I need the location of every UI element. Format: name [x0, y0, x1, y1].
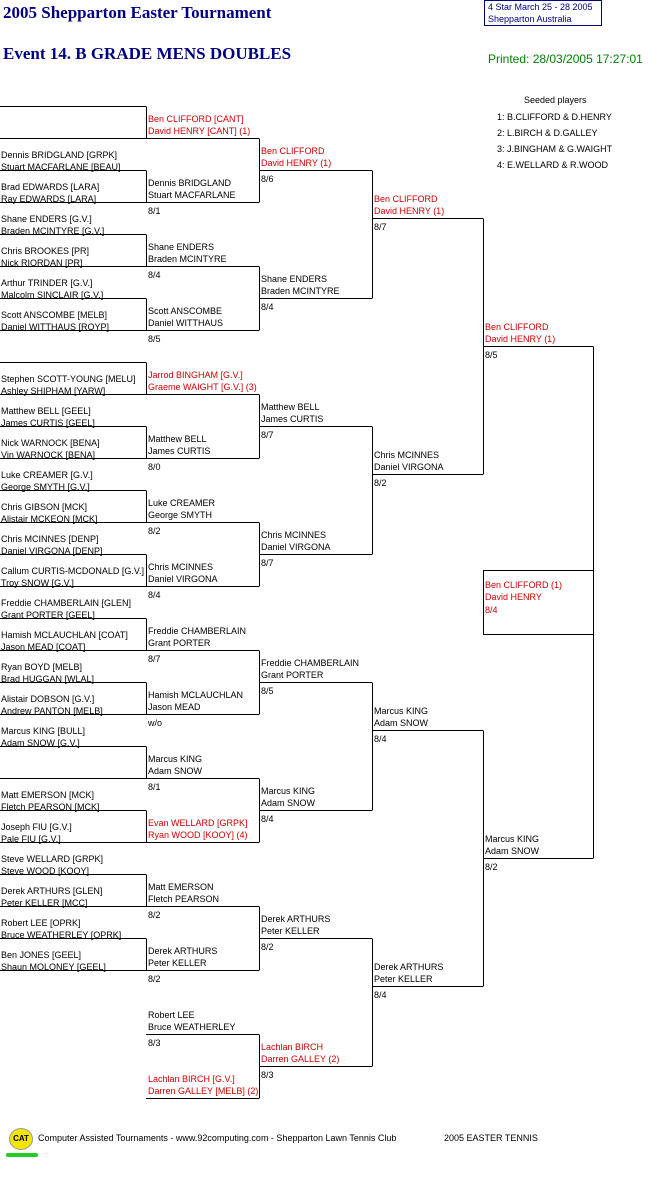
player-name: Darren GALLEY (2): [261, 1053, 340, 1064]
player-name: Pale FIU [G.V.]: [1, 833, 61, 844]
player-name: James CURTIS: [261, 413, 324, 424]
player-name: David HENRY (1): [374, 205, 445, 216]
player-name: Peter KELLER: [261, 925, 320, 936]
player-name: Matt EMERSON: [148, 881, 214, 892]
player-name: Lachlan BIRCH [G.V.]: [148, 1073, 235, 1084]
match-score: 8/7: [261, 429, 274, 440]
player-name: Adam SNOW: [261, 797, 316, 808]
player-name: Shane ENDERS: [261, 273, 328, 284]
seed-1: 1: B.CLIFFORD & D.HENRY: [497, 112, 612, 122]
logo-underline: [6, 1153, 38, 1157]
champion-name: Ben CLIFFORD (1): [485, 579, 563, 590]
match-score: 8/6: [261, 173, 274, 184]
player-name: Shaun MOLONEY [GEEL]: [1, 961, 106, 972]
player-name: Robert LEE [OPRK]: [1, 917, 81, 928]
player-name: Matthew BELL: [148, 433, 207, 444]
player-name: Adam SNOW: [374, 717, 429, 728]
match-score: 8/7: [374, 221, 387, 232]
player-name: Shane ENDERS: [148, 241, 215, 252]
player-name: Darren GALLEY [MELB] (2): [148, 1085, 259, 1096]
player-name: Dennis BRIDGLAND [GRPK]: [1, 149, 118, 160]
cat-logo-icon: CAT: [9, 1128, 33, 1150]
player-name: Bruce WEATHERLEY: [148, 1021, 236, 1032]
player-name: Malcolm SINCLAIR [G.V.]: [1, 289, 104, 300]
printed-timestamp: Printed: 28/03/2005 17:27:01: [488, 52, 643, 66]
player-name: Derek ARTHURS: [374, 961, 444, 972]
player-name: Stephen SCOTT-YOUNG [MELU]: [1, 373, 136, 384]
player-name: Stuart MACFARLANE [BEAU]: [1, 161, 121, 172]
player-name: Braden MCINTYRE: [148, 253, 227, 264]
player-name: Daniel VIRGONA: [261, 541, 331, 552]
seeded-players-title: Seeded players: [524, 95, 587, 105]
player-name: Ben JONES [GEEL]: [1, 949, 82, 960]
player-name: Adam SNOW: [485, 845, 540, 856]
player-name: Alistair MCKEON [MCK]: [1, 513, 98, 524]
champion-name: David HENRY: [485, 591, 542, 602]
match-score: 8/3: [148, 1037, 161, 1048]
match-score: 8/5: [485, 349, 498, 360]
player-name: Freddie CHAMBERLAIN [GLEN]: [1, 597, 132, 608]
player-name: Marcus KING: [261, 785, 316, 796]
player-name: Ray EDWARDS [LARA]: [1, 193, 97, 204]
player-name: Scott ANSCOMBE: [148, 305, 223, 316]
player-name: Robert LEE: [148, 1009, 195, 1020]
player-name: Freddie CHAMBERLAIN: [261, 657, 360, 668]
player-name: Matthew BELL: [261, 401, 320, 412]
player-name: David HENRY (1): [485, 333, 556, 344]
match-score: 8/4: [261, 813, 274, 824]
player-name: Vin WARNOCK [BENA]: [1, 449, 96, 460]
seed-2: 2: L.BIRCH & D.GALLEY: [497, 128, 598, 138]
player-name: David HENRY (1): [261, 157, 332, 168]
match-score: 8/1: [148, 781, 161, 792]
match-score: 8/5: [148, 333, 161, 344]
footer-credits: Computer Assisted Tournaments - www.92computing.com - Shepparton Lawn Tennis Club: [38, 1133, 397, 1143]
player-name: Fletch PEARSON [MCK]: [1, 801, 100, 812]
player-name: Daniel VIRGONA [DENP]: [1, 545, 103, 556]
player-name: Grant PORTER: [261, 669, 324, 680]
player-name: Hamish MCLAUCHLAN: [148, 689, 244, 700]
player-name: Hamish MCLAUCHLAN [COAT]: [1, 629, 128, 640]
player-name: Steve WELLARD [GRPK]: [1, 853, 104, 864]
player-name: Chris MCINNES [DENP]: [1, 533, 99, 544]
event-title: Event 14. B GRADE MENS DOUBLES: [3, 44, 292, 63]
player-name: Ben CLIFFORD [CANT]: [148, 113, 244, 124]
player-name: Brad EDWARDS [LARA]: [1, 181, 100, 192]
match-score: 8/7: [261, 557, 274, 568]
player-name: Graeme WAIGHT [G.V.] (3): [148, 381, 257, 392]
player-name: Chris MCINNES: [148, 561, 214, 572]
player-name: Peter KELLER: [374, 973, 433, 984]
match-score: 8/2: [148, 909, 161, 920]
player-name: Marcus KING: [485, 833, 540, 844]
match-score: 8/7: [148, 653, 161, 664]
player-name: Adam SNOW [G.V.]: [1, 737, 80, 748]
player-name: Ryan WOOD [KOOY] (4): [148, 829, 248, 840]
player-name: Grant PORTER: [148, 637, 211, 648]
player-name: Freddie CHAMBERLAIN: [148, 625, 247, 636]
player-name: Derek ARTHURS: [148, 945, 218, 956]
player-name: Daniel WITTHAUS: [148, 317, 224, 328]
match-score: 8/4: [148, 269, 161, 280]
player-name: Shane ENDERS [G.V.]: [1, 213, 92, 224]
match-score: 8/3: [261, 1069, 274, 1080]
player-name: Daniel VIRGONA: [148, 573, 218, 584]
player-name: Jarrod BINGHAM [G.V.]: [148, 369, 243, 380]
player-name: Brad HUGGAN [WLAL]: [1, 673, 95, 684]
footer-event-name: 2005 EASTER TENNIS: [444, 1133, 538, 1143]
player-name: Luke CREAMER: [148, 497, 216, 508]
player-name: Peter KELLER: [148, 957, 207, 968]
player-name: Scott ANSCOMBE [MELB]: [1, 309, 108, 320]
player-name: Derek ARTHURS: [261, 913, 331, 924]
tournament-info-location: Shepparton Australia: [488, 14, 572, 24]
player-name: Adam SNOW: [148, 765, 203, 776]
player-name: Derek ARTHURS [GLEN]: [1, 885, 103, 896]
player-name: Braden MCINTYRE: [261, 285, 340, 296]
match-score: 8/2: [261, 941, 274, 952]
player-name: Marcus KING [BULL]: [1, 725, 86, 736]
player-name: Arthur TRINDER [G.V.]: [1, 277, 93, 288]
player-name: Steve WOOD [KOOY]: [1, 865, 90, 876]
player-name: Ben CLIFFORD: [261, 145, 325, 156]
player-name: Marcus KING: [374, 705, 429, 716]
player-name: Nick WARNOCK [BENA]: [1, 437, 100, 448]
player-name: Fletch PEARSON: [148, 893, 220, 904]
match-score: 8/4: [261, 301, 274, 312]
player-name: Andrew PANTON [MELB]: [1, 705, 103, 716]
player-name: Alistair DOBSON [G.V.]: [1, 693, 95, 704]
seed-4: 4: E.WELLARD & R.WOOD: [497, 160, 609, 170]
match-score: 8/2: [148, 973, 161, 984]
player-name: Matt EMERSON [MCK]: [1, 789, 95, 800]
player-name: Peter KELLER [MCC]: [1, 897, 88, 908]
player-name: James CURTIS [GEEL]: [1, 417, 95, 428]
match-score: 8/2: [148, 525, 161, 536]
player-name: Lachlan BIRCH: [261, 1041, 324, 1052]
match-score: 8/0: [148, 461, 161, 472]
player-name: Jason MEAD: [148, 701, 201, 712]
player-name: Troy SNOW [G.V.]: [1, 577, 74, 588]
player-name: Chris GIBSON [MCK]: [1, 501, 88, 512]
seed-3: 3: J.BINGHAM & G.WAIGHT: [497, 144, 613, 154]
match-score: 8/4: [374, 989, 387, 1000]
player-name: Bruce WEATHERLEY [OPRK]: [1, 929, 122, 940]
player-name: Chris BROOKES [PR]: [1, 245, 90, 256]
match-score: 8/4: [374, 733, 387, 744]
match-score: w/o: [148, 717, 163, 728]
player-name: Callum CURTIS-MCDONALD [G.V.]: [1, 565, 145, 576]
player-name: Ryan BOYD [MELB]: [1, 661, 83, 672]
player-name: George SMYTH [G.V.]: [1, 481, 90, 492]
player-name: Braden MCINTYRE [G.V.]: [1, 225, 105, 236]
player-name: Marcus KING: [148, 753, 203, 764]
player-name: Daniel VIRGONA: [374, 461, 444, 472]
player-name: James CURTIS: [148, 445, 211, 456]
champion-score: 8/4: [485, 604, 498, 615]
player-name: Dennis BRIDGLAND: [148, 177, 232, 188]
player-name: Luke CREAMER [G.V.]: [1, 469, 93, 480]
player-name: Joseph FIU [G.V.]: [1, 821, 72, 832]
tournament-info-dates: 4 Star March 25 - 28 2005: [488, 2, 593, 12]
match-score: 8/4: [148, 589, 161, 600]
player-name: Jason MEAD [COAT]: [1, 641, 86, 652]
match-score: 8/5: [261, 685, 274, 696]
player-name: Evan WELLARD [GRPK]: [148, 817, 248, 828]
match-score: 8/2: [374, 477, 387, 488]
player-name: Nick RIORDAN [PR]: [1, 257, 83, 268]
player-name: Grant PORTER [GEEL]: [1, 609, 95, 620]
match-score: 8/2: [485, 861, 498, 872]
player-name: Matthew BELL [GEEL]: [1, 405, 91, 416]
match-score: 8/1: [148, 205, 161, 216]
player-name: Ashley SHIPHAM [YARW]: [1, 385, 106, 396]
player-name: Stuart MACFARLANE: [148, 189, 236, 200]
player-name: Ben CLIFFORD: [485, 321, 549, 332]
player-name: Daniel WITTHAUS [ROYP]: [1, 321, 110, 332]
player-name: George SMYTH: [148, 509, 213, 520]
player-name: Ben CLIFFORD: [374, 193, 438, 204]
player-name: Chris MCINNES: [261, 529, 327, 540]
tournament-title: 2005 Shepparton Easter Tournament: [3, 3, 272, 22]
player-name: David HENRY [CANT] (1): [148, 125, 251, 136]
player-name: Chris MCINNES: [374, 449, 440, 460]
